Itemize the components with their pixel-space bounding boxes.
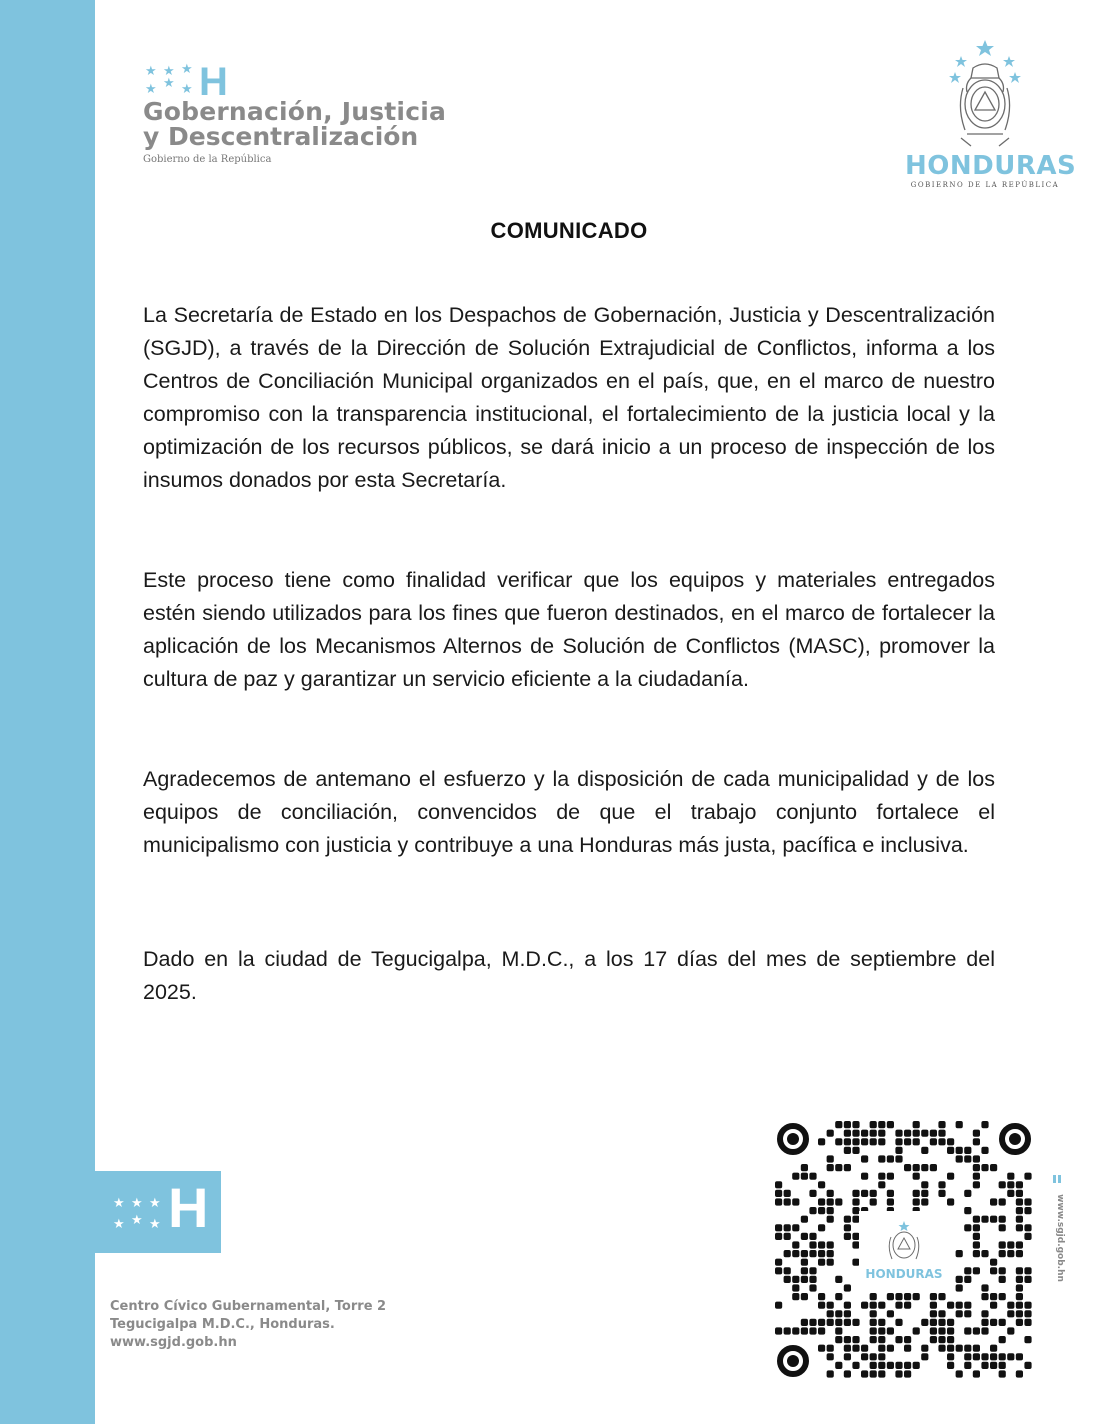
star-icon: ★ bbox=[113, 1195, 125, 1210]
footer-address bbox=[110, 1298, 386, 1352]
logo-subtitle: Gobierno de la República bbox=[143, 154, 272, 165]
star-icon: ★ bbox=[131, 1212, 143, 1227]
star-icon: ★ bbox=[113, 1216, 125, 1231]
logo-wordmark-line2: y Descentralización bbox=[143, 122, 419, 151]
website-link[interactable]: www.sgjd.gob.hn bbox=[110, 1335, 237, 1350]
star-icon: ★ bbox=[131, 1195, 143, 1210]
logo-wordmark-line1: Gobernación, Justicia bbox=[143, 97, 447, 126]
paragraph-4: Dado en la ciudad de Tegucigalpa, M.D.C., a los 17 días del mes de septiembre del 2025. bbox=[143, 947, 995, 1004]
address-line-2: Tegucigalpa M.D.C., Honduras. bbox=[110, 1317, 335, 1332]
vertical-website bbox=[1050, 1175, 1066, 1285]
paragraph-3: Agradecemos de antemano el esfuerzo y la disposición de cada municipalidad y de los equipos de conciliación, convencidos de que el trabajo conjunto fortalece el municipalismo con justicia y contribuye a una Honduras más justa, pacífica e inclusiva. bbox=[143, 767, 995, 857]
honduras-logo bbox=[905, 38, 1077, 198]
star-icon: ★ bbox=[181, 61, 193, 76]
sgjd-logo bbox=[143, 62, 483, 172]
coat-of-arms-icon bbox=[905, 38, 1065, 150]
star-icon: ★ bbox=[163, 63, 175, 78]
star-icon: ★ bbox=[149, 1195, 161, 1210]
star-icon: ★ bbox=[163, 75, 175, 90]
star-icon: ★ bbox=[145, 81, 157, 96]
star-icon: ★ bbox=[149, 1216, 161, 1231]
star-icon: ★ bbox=[181, 81, 193, 96]
side-band bbox=[0, 0, 95, 1424]
address-line-1: Centro Cívico Gubernamental, Torre 2 bbox=[110, 1299, 387, 1314]
paragraph-2: Este proceso tiene como finalidad verificar que los equipos y materiales entregados estén siendo utilizados para los fines que fueron destinados, en el marco de fortalecer la aplicación de los Mecanismos Alternos de Solución de Conflictos (MASC), promover la cultura de paz y garantizar un servicio eficiente a la ciudadanía. bbox=[143, 568, 995, 691]
qr-center-label: HONDURAS bbox=[865, 1267, 943, 1281]
h-logo-mark: H bbox=[168, 1176, 209, 1239]
honduras-tagline: GOBIERNO DE LA REPÚBLICA bbox=[910, 181, 1060, 189]
honduras-wordmark: HONDURAS bbox=[905, 151, 1077, 181]
paragraph-1: La Secretaría de Estado en los Despachos de Gobernación, Justicia y Descentralización (SGJD), a través de la Dirección de Solución Extrajudicial de Conflictos, informa a los Centros de Conciliación Municipal organizados en el país, que, en el marco de nuestro compromiso con la transparencia institucional, el fortalecimiento de la justicia local y la optimización de los recursos públicos, se dará inicio a un proceso de inspección de los insumos donados por esta Secretaría. bbox=[143, 303, 995, 492]
document-title: COMUNICADO bbox=[490, 218, 648, 243]
star-icon: ★ bbox=[145, 63, 157, 78]
qr-code[interactable] bbox=[775, 1121, 1033, 1379]
h-logo-mark: H bbox=[199, 60, 228, 104]
vertical-website-text: www.sgjd.gob.hn bbox=[1055, 1194, 1065, 1282]
qr-code-graphic bbox=[775, 1121, 1033, 1379]
